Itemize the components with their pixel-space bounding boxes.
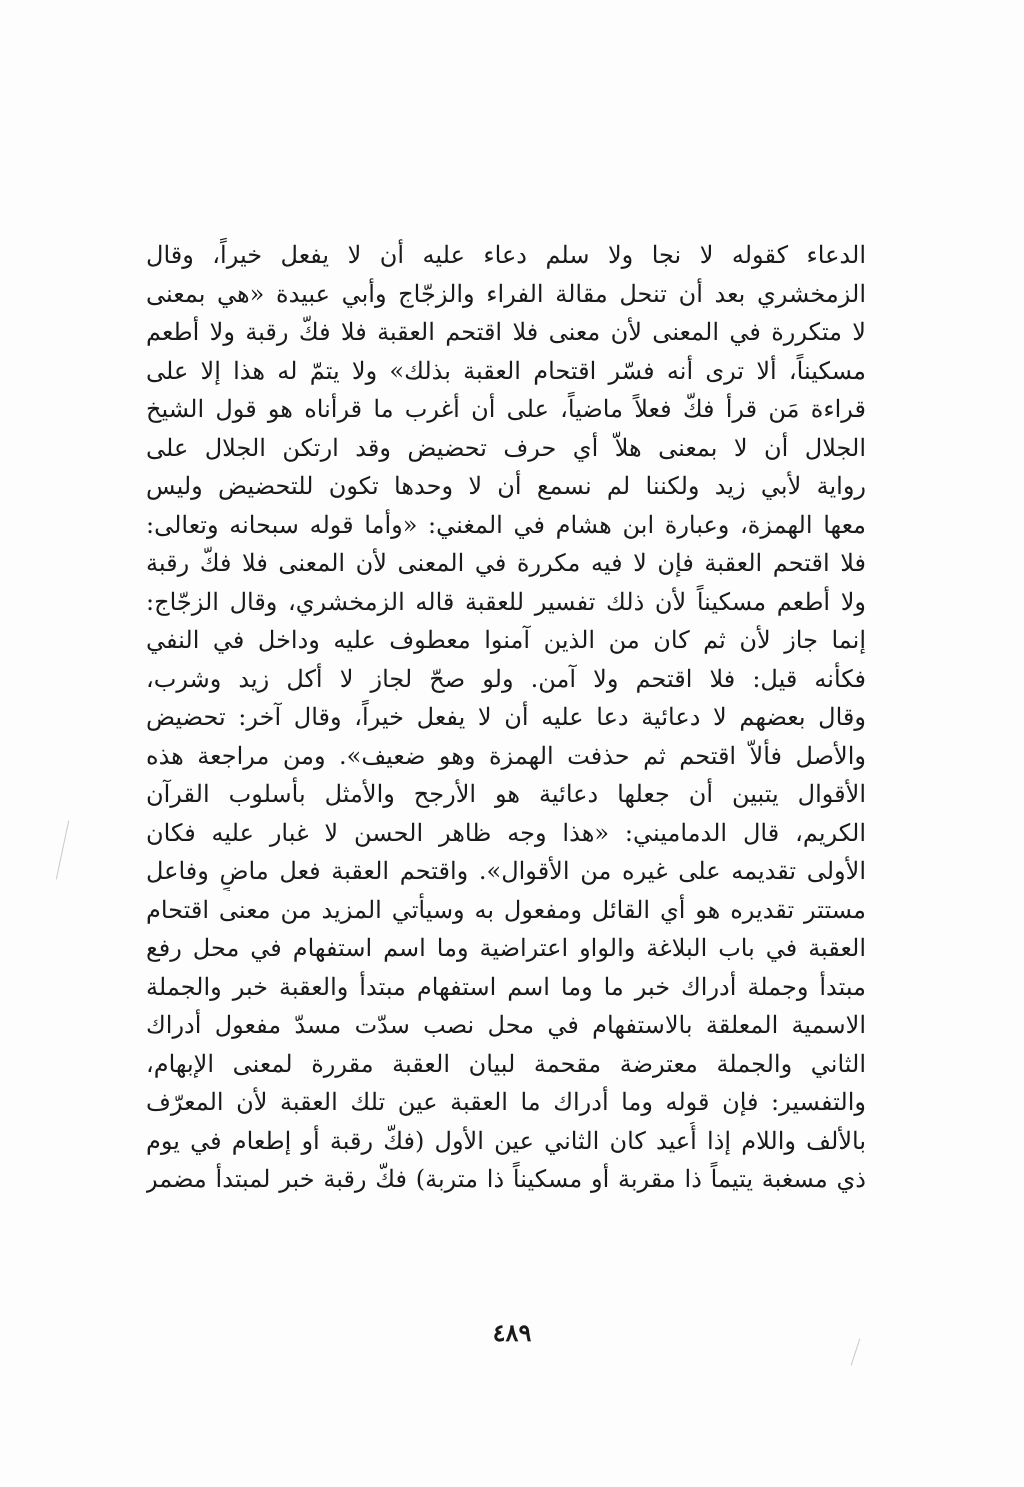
text-line: الأقوال يتبين أن جعلها دعائية هو الأرجح والأمثل بأسلوب القرآن bbox=[146, 780, 866, 808]
text-line: الجلال أن لا بمعنى هلاّ أي حرف تحضيض وقد ارتكن الجلال على bbox=[146, 433, 866, 462]
text-line: ولا أطعم مسكيناً لأن ذلك تفسير للعقبة قاله الزمخشري، وقال الزجّاج: bbox=[146, 587, 866, 616]
body-text bbox=[146, 236, 866, 1199]
scan-artifact-mark bbox=[56, 821, 69, 880]
scan-artifact-mark bbox=[851, 1339, 861, 1366]
text-line: معها الهمزة، وعبارة ابن هشام في المغني: «وأما قوله سبحانه وتعالى: bbox=[146, 510, 866, 539]
text-line: مسكيناً، ألا ترى أنه فسّر اقتحام العقبة بذلك» ولا يتمّ له هذا إلا على bbox=[146, 356, 866, 385]
text-line: الزمخشري بعد أن تنحل مقالة الفراء والزجّاج وأبي عبيدة «هي بمعنى bbox=[146, 279, 866, 308]
text-line: وقال بعضهم لا دعائية دعا عليه أن لا يفعل خيراً، وقال آخر: تحضيض bbox=[146, 703, 866, 731]
text-line: مبتدأ وجملة أدراك خبر ما وما اسم استفهام مبتدأ والعقبة خبر والجملة bbox=[146, 972, 866, 1001]
text-line: الثاني والجملة معترضة مقحمة لبيان العقبة مقررة لمعنى الإبهام، bbox=[146, 1049, 866, 1078]
text-line: فلا اقتحم العقبة فإن لا فيه مكررة في المعنى لأن المعنى فلا فكّ رقبة bbox=[146, 549, 866, 577]
text-line: فكأنه قيل: فلا اقتحم ولا آمن. ولو صحّ لجاز لا أكل زيد وشرب، bbox=[146, 664, 866, 693]
text-line: الكريم، قال الدماميني: «هذا وجه ظاهر الحسن لا غبار عليه فكان bbox=[146, 818, 866, 847]
text-line: بالألف واللام إذا أُعيد كان الثاني عين الأول (فكّ رقبة أو إطعام في يوم bbox=[146, 1126, 866, 1155]
text-line: الأولى تقديمه على غيره من الأقوال». واقتحم العقبة فعل ماضٍ وفاعل bbox=[146, 857, 866, 885]
text-line: مستتر تقديره هو أي القائل ومفعول به وسيأتي المزيد من معنى اقتحام bbox=[146, 895, 866, 924]
text-line: ذي مسغبة يتيماً ذا مقربة أو مسكيناً ذا متربة) فكّ رقبة خبر لمبتدأ مضمر bbox=[146, 1165, 866, 1193]
text-line: رواية لأبي زيد ولكننا لم نسمع أن لا وحدها تكون للتحضيض وليس bbox=[146, 472, 866, 500]
text-line: الدعاء كقوله لا نجا ولا سلم دعاء عليه أن لا يفعل خيراً، وقال bbox=[146, 241, 866, 269]
page-number: ٤٨٩ bbox=[492, 1318, 532, 1347]
text-line: قراءة مَن قرأ فكّ فعلاً ماضياً، على أن أغرب ما قرأناه هو قول الشيخ bbox=[146, 395, 866, 423]
text-line: لا متكررة في المعنى لأن معنى فلا اقتحم العقبة فلا فكّ رقبة ولا أطعم bbox=[146, 318, 866, 346]
text-line: والتفسير: فإن قوله وما أدراك ما العقبة عين تلك العقبة لأن المعرّف bbox=[146, 1088, 866, 1116]
text-line: العقبة في باب البلاغة والواو اعتراضية وما اسم استفهام في محل رفع bbox=[146, 934, 866, 962]
text-line: والأصل فألاّ اقتحم ثم حذفت الهمزة وهو ضعيف». ومن مراجعة هذه bbox=[146, 741, 866, 770]
text-line: الاسمية المعلقة بالاستفهام في محل نصب سدّت مسدّ مفعول أدراك bbox=[146, 1011, 866, 1039]
text-line: إنما جاز لأن ثم كان من الذين آمنوا معطوف عليه وداخل في النفي bbox=[146, 626, 866, 654]
